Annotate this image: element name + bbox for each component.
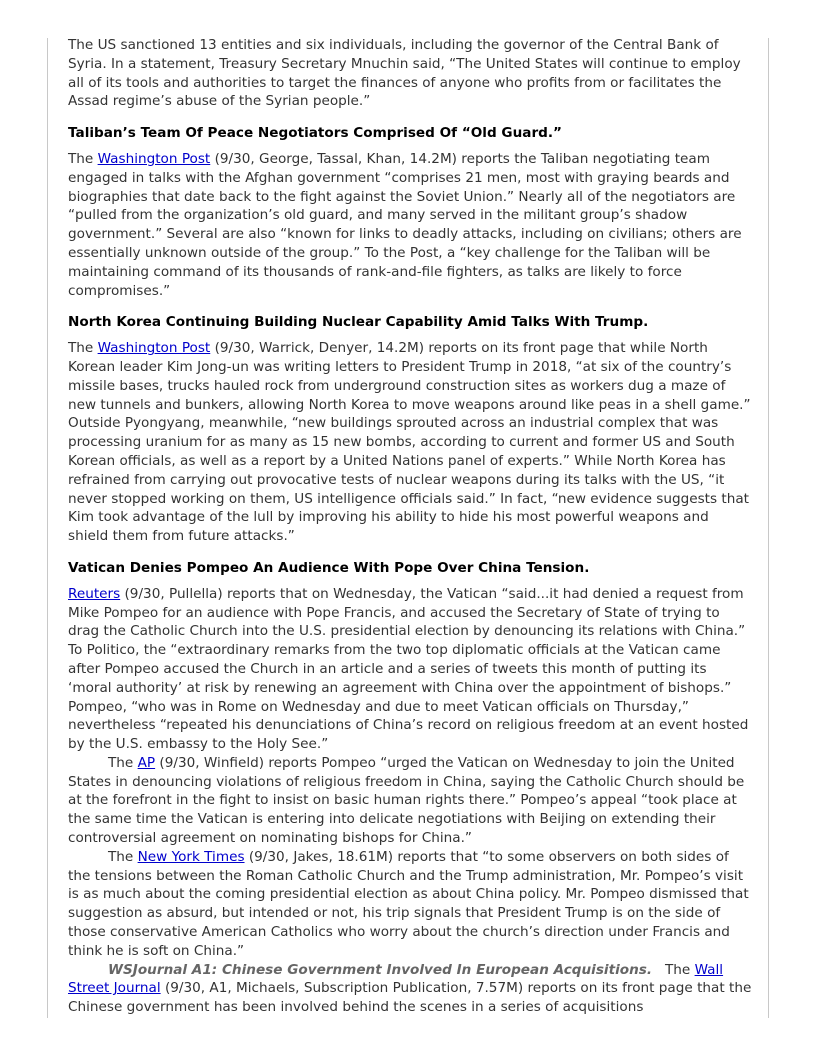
north-korea-heading: North Korea Continuing Building Nuclear Capability Amid Talks With Trump. (68, 314, 649, 331)
vatican-paragraph-nyt: The New York Times (9/30, Jakes, 18.61M) reports that “to some observers on both sides of the tensions between the Roman Catholic Church and the Trump administration, Mr. Pompeo’s visit is as much about the coming presidential election as about China policy. Mr. Pompeo dismissed that suggestion as absurd, but intended or not, his trip signals that President Trump is on the side of those conservative American Catholics who worry about the church’s direction under Francis and think he is soft on China.” (68, 848, 749, 959)
vatican-paragraph-reuters: Reuters (9/30, Pullella) reports that on Wednesday, the Vatican “said...it had denied a request from Mike Pompeo for an audience with Pope Francis, and accused the Secretary of State of trying to drag the Catholic Church into the U.S. presidential election by denouncing its relations with China.” To Politico, the “extraordinary remarks from the two top diplomatic officials at the Vatican came after Pompeo accused the Church in an article and a series of tweets this month of putting its ‘moral authority’ at risk by renewing an agreement with China over the appointment of bishops.” Pompeo, “who was in Rome on Wednesday and due to meet Vatican officials on Thursday,” nevertheless “repeated his denunciations of China’s record on religious freedom at an event hosted by the U.S. embassy to the Holy See.” (68, 585, 749, 753)
intro-paragraph: The US sanctioned 13 entities and six individuals, including the governor of the Central Bank of Syria. In a statement, Treasury Secretary Mnuchin said, “The United States will continue to employ all of its tools and authorities to target the finances of anyone who profits from or facilitates the Assad regime’s abuse of the Syrian people.” (68, 37, 741, 110)
new-york-times-link[interactable]: New York Times (137, 848, 245, 865)
reuters-link[interactable]: Reuters (68, 585, 121, 602)
right-margin-rule (768, 38, 769, 1018)
washington-post-link-2[interactable]: Washington Post (97, 340, 211, 357)
vatican-heading: Vatican Denies Pompeo An Audience With Pope Over China Tension. (68, 559, 590, 576)
taliban-paragraph: The Washington Post (9/30, George, Tassal, Khan, 14.2M) reports the Taliban negotiating team engaged in talks with the Afghan government “comprises 21 men, most with graying beards and biographies that date back to the fight against the Soviet Union.” Nearly all of the negotiators are “pulled from the organization’s old guard, and many served in the militant group’s shadow government.” Several are also “known for links to deadly attacks, including on civilians; others are essentially unknown outside of the group.” To the Post, a “key challenge for the Taliban will be maintaining command of its thousands of rank-and-file fighters, as talks are likely to force compromises.” (68, 150, 742, 299)
washington-post-link[interactable]: Washington Post (97, 150, 211, 167)
wall-street-journal-link[interactable]: Wall Street Journal (68, 961, 724, 997)
wsj-paragraph: WSJournal A1: Chinese Government Involved In European Acquisitions. The Wall Street Journal (9/30, A1, Michaels, Subscription Publication, 7.57M) reports on its front page that the Chinese government has been involved behind the scenes in a series of acquisitions (68, 961, 752, 1016)
left-margin-rule (47, 38, 48, 1018)
taliban-heading: Taliban’s Team Of Peace Negotiators Comprised Of “Old Guard.” (68, 125, 562, 142)
wsj-inline-heading: WSJournal A1: Chinese Government Involved In European Acquisitions. (108, 961, 653, 978)
north-korea-paragraph: The Washington Post (9/30, Warrick, Denyer, 14.2M) reports on its front page that while North Korean leader Kim Jong-un was writing letters to President Trump in 2018, “at six of the country’s missile bases, trucks hauled rock from underground construction sites as workers dug a maze of new tunnels and bunkers, allowing North Korea to move weapons around like peas in a shell game.” Outside Pyongyang, meanwhile, “new buildings sprouted across an industrial complex that was processing uranium for as many as 15 new bombs, according to current and former US and South Korean officials, as well as a report by a United Nations panel of experts.” While North Korea has refrained from carrying out provocative tests of nuclear weapons during its talks with the US, “it never stopped working on them, US intelligence officials said.” In fact, “new evidence suggests that Kim took advantage of the lull by improving his ability to hide his most powerful weapons and shield them from future attacks.” (68, 340, 751, 545)
ap-link[interactable]: AP (137, 754, 156, 771)
document-page (68, 36, 752, 1017)
vatican-paragraph-ap: The AP (9/30, Winfield) reports Pompeo “urged the Vatican on Wednesday to join the United States in denouncing violations of religious freedom in China, saying the Catholic Church should be at the forefront in the fight to insist on basic human rights there.” Pompeo’s appeal “took place at the same time the Vatican is entering into delicate negotiations with Beijing on extending their controversial agreement on nominating bishops for China.” (68, 754, 745, 847)
